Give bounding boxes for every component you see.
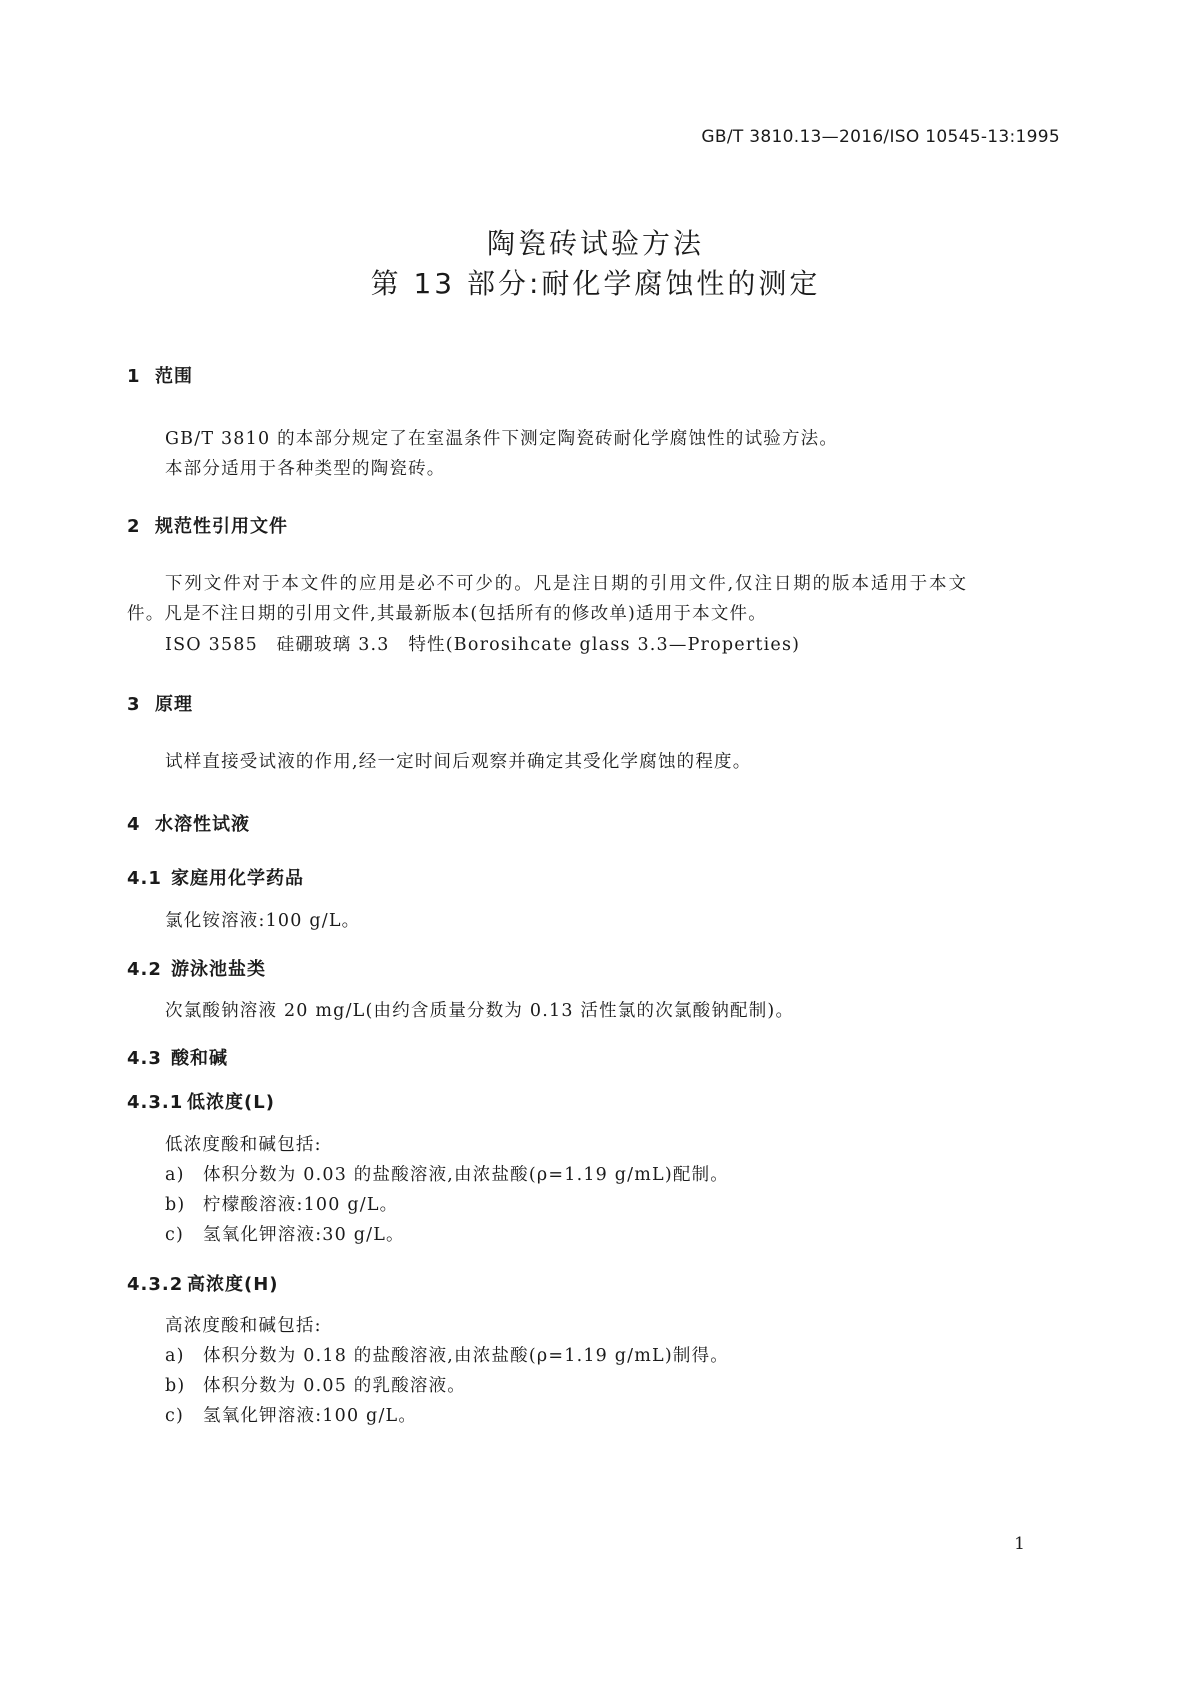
list-item xyxy=(165,1342,729,1367)
section-4-3-heading xyxy=(127,1044,228,1070)
section-title: 家庭用化学药品 xyxy=(171,868,304,889)
section-title: 范围 xyxy=(155,366,193,387)
document-title: 陶瓷砖试验方法 xyxy=(486,227,704,260)
section-4-1-heading xyxy=(127,864,304,890)
list-text: 柠檬酸溶液:100 g/L。 xyxy=(203,1195,399,1215)
section-title: 低浓度(L) xyxy=(187,1092,275,1113)
list-label: b) xyxy=(165,1376,186,1396)
list-text: 体积分数为 0.18 的盐酸溶液,由浓盐酸(ρ=1.19 g/mL)制得。 xyxy=(203,1346,729,1366)
normative-reference: ISO 3585 硅硼玻璃 3.3 特性(Borosihcate glass 3.3—Properties) xyxy=(165,635,801,655)
section-number: 1 xyxy=(127,366,141,387)
section-number: 4.1 xyxy=(127,868,162,889)
section-1-heading xyxy=(127,362,193,388)
section-3-heading xyxy=(127,690,193,716)
list-item xyxy=(165,1161,729,1186)
standard-code: GB/T 3810.13—2016/ISO 10545-13:1995 xyxy=(701,127,1060,147)
paragraph: 下列文件对于本文件的应用是必不可少的。凡是注日期的引用文件,仅注日期的版本适用于本文 xyxy=(165,574,968,594)
list-item xyxy=(165,1372,466,1397)
section-number: 4.3 xyxy=(127,1048,162,1069)
list-text: 氢氧化钾溶液:30 g/L。 xyxy=(203,1225,405,1245)
section-number: 3 xyxy=(127,694,141,715)
section-title: 高浓度(H) xyxy=(187,1274,279,1295)
list-label: a) xyxy=(165,1346,185,1366)
list-label: b) xyxy=(165,1195,186,1215)
list-label: a) xyxy=(165,1165,185,1185)
paragraph: GB/T 3810 的本部分规定了在室温条件下测定陶瓷砖耐化学腐蚀性的试验方法。 xyxy=(165,429,839,449)
document-subtitle: 第 13 部分:耐化学腐蚀性的测定 xyxy=(370,267,821,300)
section-4-3-1-heading xyxy=(127,1088,275,1114)
paragraph: 试样直接受试液的作用,经一定时间后观察并确定其受化学腐蚀的程度。 xyxy=(165,752,752,772)
list-item xyxy=(165,1402,417,1427)
section-number: 4 xyxy=(127,814,141,835)
section-4-3-2-heading xyxy=(127,1270,279,1296)
list-text: 体积分数为 0.05 的乳酸溶液。 xyxy=(203,1376,466,1396)
section-title: 规范性引用文件 xyxy=(155,516,288,537)
section-number: 4.3.1 xyxy=(127,1092,184,1113)
section-title: 游泳池盐类 xyxy=(171,959,266,980)
section-title: 原理 xyxy=(155,694,193,715)
list-text: 体积分数为 0.03 的盐酸溶液,由浓盐酸(ρ=1.19 g/mL)配制。 xyxy=(203,1165,729,1185)
paragraph: 件。凡是不注日期的引用文件,其最新版本(包括所有的修改单)适用于本文件。 xyxy=(127,604,767,624)
section-4-heading xyxy=(127,810,250,836)
section-title: 水溶性试液 xyxy=(155,814,250,835)
list-item xyxy=(165,1221,405,1246)
list-item xyxy=(165,1191,398,1216)
list-text: 氢氧化钾溶液:100 g/L。 xyxy=(203,1406,418,1426)
paragraph: 氯化铵溶液:100 g/L。 xyxy=(165,911,361,931)
section-number: 4.2 xyxy=(127,959,162,980)
section-title: 酸和碱 xyxy=(171,1048,228,1069)
paragraph: 本部分适用于各种类型的陶瓷砖。 xyxy=(165,459,446,479)
list-label: c) xyxy=(165,1225,185,1245)
section-4-2-heading xyxy=(127,955,266,981)
list-label: c) xyxy=(165,1406,185,1426)
paragraph: 次氯酸钠溶液 20 mg/L(由约含质量分数为 0.13 活性氯的次氯酸钠配制)。 xyxy=(165,1001,795,1021)
section-2-heading xyxy=(127,512,288,538)
paragraph: 高浓度酸和碱包括: xyxy=(165,1316,322,1336)
page-number: 1 xyxy=(1014,1534,1025,1554)
paragraph: 低浓度酸和碱包括: xyxy=(165,1135,322,1155)
section-number: 2 xyxy=(127,516,141,537)
section-number: 4.3.2 xyxy=(127,1274,184,1295)
